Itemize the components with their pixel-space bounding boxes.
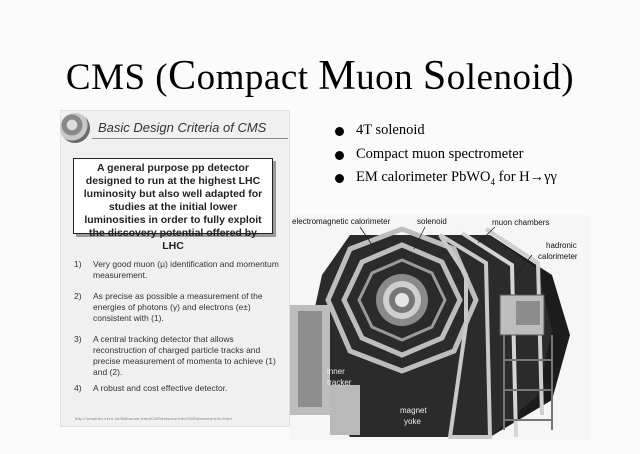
cms-detector-illustration [290, 215, 590, 440]
footnote-url: http://cmsinfo.cern.ch/Welcome.html/CMSdetectorInfo/CMSdetectorInfo.html [75, 416, 232, 421]
divider [92, 138, 288, 139]
purpose-box: A general purpose pp detector designed to run at the highest LHC luminosity but also well adapted for studies at the initial lower luminosities in order to fully exploit the discovery potential offered by LHC [73, 158, 273, 234]
label-inner-tracker-2: tracker [327, 378, 352, 387]
bullet-item: Compact muon spectrometer [331, 146, 557, 170]
label-magnet-yoke: magnet [400, 406, 427, 415]
criteria-item: 4) A robust and cost effective detector. [74, 383, 228, 393]
bullet-dot-icon [335, 151, 344, 160]
label-hcal-2: calorimeter [538, 252, 578, 261]
label-hcal: hadronic [546, 241, 577, 250]
criteria-item: 3) A central tracking detector that allows reconstruction of charged particle tracks and precise measurement of momenta to achieve (1) and (2). [74, 334, 276, 377]
bullet-dot-icon [335, 127, 344, 136]
cms-logo-icon [60, 113, 90, 143]
criteria-item: 2) As precise as possible a measurement of the energies of photons (γ) and electrons (e±) consistent with (1). [74, 291, 263, 323]
bullet-item: EM calorimeter PbWO$_4$ for H→γγ [331, 169, 557, 193]
label-inner-tracker: inner [327, 367, 345, 376]
label-solenoid: solenoid [417, 217, 447, 226]
label-magnet-yoke-2: yoke [404, 417, 421, 426]
bullet-list [331, 122, 557, 193]
label-muon-chambers: muon chambers [492, 218, 550, 227]
slide-title: CMS (Compact Muon Solenoid) [65, 53, 575, 99]
panel-heading: Basic Design Criteria of CMS [98, 120, 267, 135]
bullet-item: 4T solenoid [331, 122, 557, 146]
label-ecal: electromagnetic calorimeter [292, 217, 391, 226]
bullet-dot-icon [335, 174, 344, 183]
criteria-item: 1) Very good muon (μ) identification and momentum measurement. [74, 259, 279, 280]
